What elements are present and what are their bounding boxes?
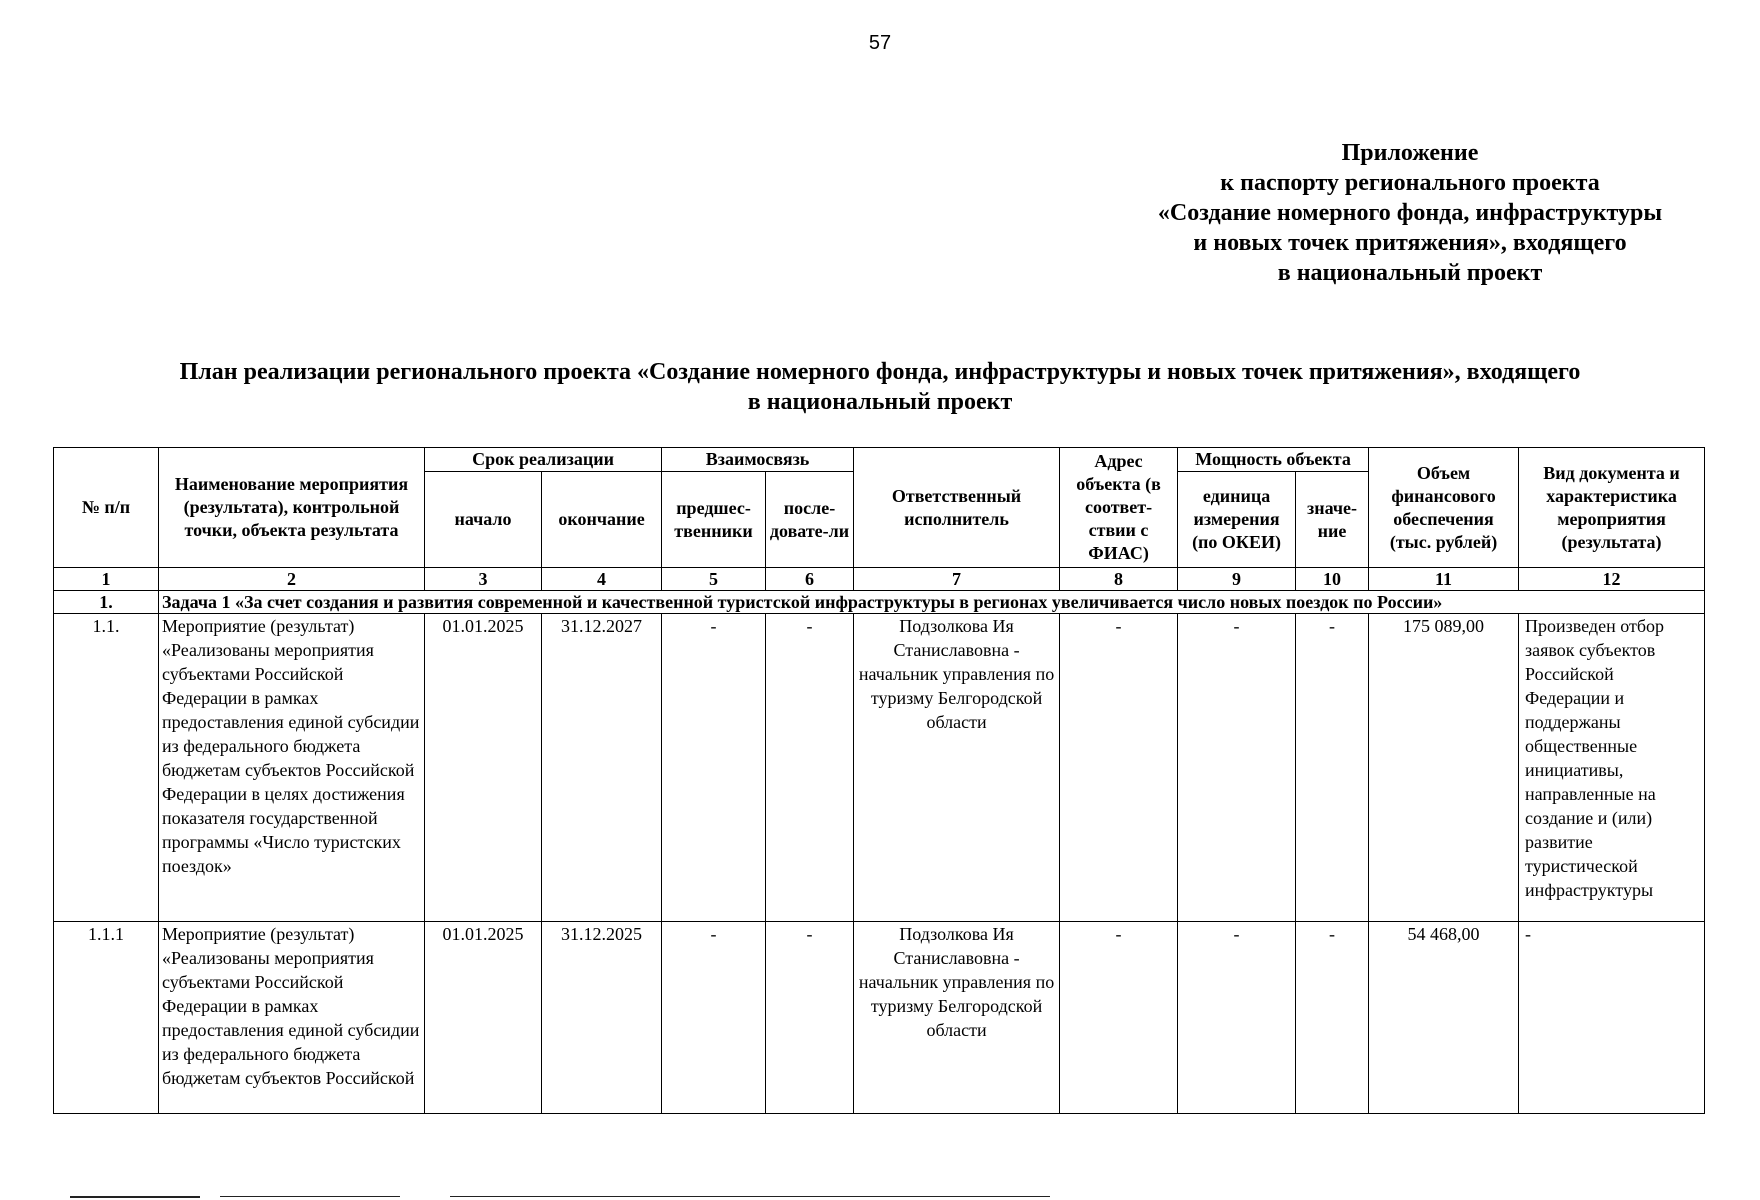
row-funding: 175 089,00 [1369,614,1519,922]
row-predecessors: - [662,922,766,1114]
header-num: № п/п [54,448,159,568]
appendix-block [1100,138,1720,288]
page-edge-line [450,1196,1050,1197]
row-address: - [1060,922,1178,1114]
column-number: 6 [766,568,854,591]
column-number-row [54,568,1705,591]
page-number: 57 [868,32,892,54]
header-responsible: Ответственный исполнитель [854,448,1060,568]
column-number: 2 [159,568,425,591]
task-row [54,591,1705,614]
row-num: 1.1. [54,614,159,922]
header-row [54,448,1705,472]
appendix-line: в национальный проект [1277,260,1543,286]
row-value: - [1296,614,1369,922]
column-number: 12 [1519,568,1705,591]
header-funding: Объем финансового обеспечения (тыс. рублей) [1369,448,1519,568]
row-start: 01.01.2025 [425,614,542,922]
row-doc-type: Произведен отбор заявок субъектов Российской Федерации и поддержаны общественные инициативы, направленные на создание и (или) развитие туристической инфраструктуры [1519,614,1705,922]
row-funding: 54 468,00 [1369,922,1519,1114]
header-unit: единица измерения (по ОКЕИ) [1178,472,1296,568]
column-number: 7 [854,568,1060,591]
header-term-start: начало [425,472,542,568]
header-doc-type: Вид документа и характеристика мероприятия (результата) [1519,448,1705,568]
appendix-line: и новых точек притяжения», входящего [1193,230,1627,256]
row-end: 31.12.2027 [542,614,662,922]
column-number: 8 [1060,568,1178,591]
column-number: 10 [1296,568,1369,591]
header-name: Наименование мероприятия (результата), контрольной точки, объекта результата [159,448,425,568]
row-predecessors: - [662,614,766,922]
row-address: - [1060,614,1178,922]
row-unit: - [1178,922,1296,1114]
row-name: Мероприятие (результат) «Реализованы мероприятия субъектами Российской Федерации в рамках предоставления единой субсидии из федерального бюджета бюджетам субъектов Российской Федерации в целях достижения показателя государственной программы «Число туристских поездок» [159,614,425,922]
document-title [40,357,1720,417]
row-responsible: Подзолкова Ия Станиславовна - начальник управления по туризму Белгородской области [854,922,1060,1114]
appendix-line: «Создание номерного фонда, инфраструктуры [1157,200,1663,226]
header-successors: после-довате-ли [766,472,854,568]
page-edge-line [70,1196,200,1198]
appendix-line: Приложение [1341,140,1479,166]
row-num: 1.1.1 [54,922,159,1114]
table-row [54,614,1705,922]
column-number: 9 [1178,568,1296,591]
header-capacity: Мощность объекта [1178,448,1369,472]
row-successors: - [766,614,854,922]
task-num: 1. [54,591,159,614]
row-end: 31.12.2025 [542,922,662,1114]
table-row [54,922,1705,1114]
column-number: 3 [425,568,542,591]
row-value: - [1296,922,1369,1114]
row-responsible: Подзолкова Ия Станиславовна - начальник управления по туризму Белгородской области [854,614,1060,922]
row-name: Мероприятие (результат) «Реализованы мероприятия субъектами Российской Федерации в рамках предоставления единой субсидии из федерального бюджета бюджетам субъектов Российской [159,922,425,1114]
row-doc-type: - [1519,922,1705,1114]
row-start: 01.01.2025 [425,922,542,1114]
page-edge-line [220,1196,400,1197]
appendix-line: к паспорту регионального проекта [1220,170,1600,196]
header-term-end: окончание [542,472,662,568]
column-number: 1 [54,568,159,591]
document-title-line: План реализации регионального проекта «Создание номерного фонда, инфраструктуры и новых точек притяжения», входящего [179,359,1581,385]
row-unit: - [1178,614,1296,922]
column-number: 11 [1369,568,1519,591]
header-predecessors: предшес-твенники [662,472,766,568]
plan-table [53,447,1705,1114]
header-term: Срок реализации [425,448,662,472]
column-number: 5 [662,568,766,591]
document-title-line: в национальный проект [747,389,1013,415]
column-number: 4 [542,568,662,591]
row-successors: - [766,922,854,1114]
header-value: значе-ние [1296,472,1369,568]
task-text: Задача 1 «За счет создания и развития современной и качественной туристской инфраструктуры в регионах увеличивается число новых поездок по России» [159,591,1705,614]
header-address: Адрес объекта (в соответ-ствии с ФИАС) [1060,448,1178,568]
header-relation: Взаимосвязь [662,448,854,472]
